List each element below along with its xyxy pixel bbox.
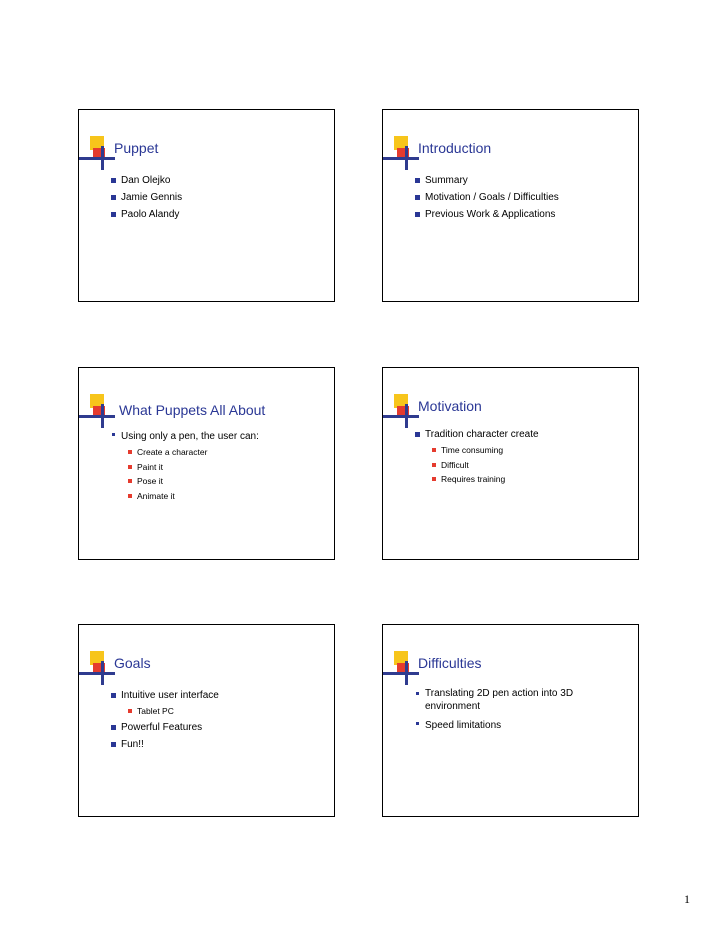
bullet-item [109, 428, 259, 503]
slide-goals [78, 624, 335, 817]
slide-title: What Puppets All About [119, 402, 266, 418]
bullet-list [109, 172, 182, 223]
bullet-list [413, 426, 539, 487]
slide-title: Motivation [418, 398, 482, 414]
bullet-item [413, 426, 539, 487]
bullet-item: Powerful Features [109, 719, 219, 736]
slide-logo-icon [383, 136, 419, 176]
sub-bullet-item: Create a character [127, 445, 259, 460]
slide-title: Puppet [114, 140, 159, 156]
bullet-list [109, 687, 219, 753]
bullet-item: Fun!! [109, 736, 219, 753]
bullet-item [109, 687, 219, 719]
bullet-item: Jamie Gennis [109, 189, 182, 206]
bullet-list [413, 687, 615, 734]
bullet-item: Motivation / Goals / Difficulties [413, 189, 559, 206]
bullet-item: Summary [413, 172, 559, 189]
sub-bullet-item: Tablet PC [127, 704, 219, 719]
bullet-list [109, 428, 259, 503]
slide-title: Introduction [418, 140, 492, 156]
slide-motivation [382, 367, 639, 560]
slide-logo-icon [79, 651, 115, 691]
bullet-text: Tradition character create [425, 429, 539, 440]
sub-bullet-list [121, 704, 219, 719]
slide-title: Goals [114, 655, 151, 671]
bullet-item: Speed limitations [413, 717, 615, 734]
sub-bullet-item: Difficult [431, 458, 539, 473]
sub-bullet-item: Pose it [127, 474, 259, 489]
bullet-item: Paolo Alandy [109, 206, 182, 223]
bullet-text: Using only a pen, the user can: [121, 431, 259, 442]
slide-difficulties [382, 624, 639, 817]
slide-introduction [382, 109, 639, 302]
slide-puppet [78, 109, 335, 302]
sub-bullet-item: Paint it [127, 460, 259, 475]
sub-bullet-item: Time consuming [431, 443, 539, 458]
bullet-item: Translating 2D pen action into 3D environment [413, 687, 615, 713]
page-number: 1 [684, 892, 690, 906]
slide-what-puppets-all-about [78, 367, 335, 560]
sub-bullet-list [121, 445, 259, 503]
slide-logo-icon [79, 136, 115, 176]
bullet-list [413, 172, 559, 223]
slide-title: Difficulties [418, 655, 482, 671]
sub-bullet-item: Animate it [127, 489, 259, 504]
bullet-item: Dan Olejko [109, 172, 182, 189]
bullet-item: Previous Work & Applications [413, 206, 559, 223]
sub-bullet-item: Requires training [431, 472, 539, 487]
slide-logo-icon [383, 651, 419, 691]
bullet-text: Intuitive user interface [121, 690, 219, 701]
sub-bullet-list [425, 443, 539, 487]
